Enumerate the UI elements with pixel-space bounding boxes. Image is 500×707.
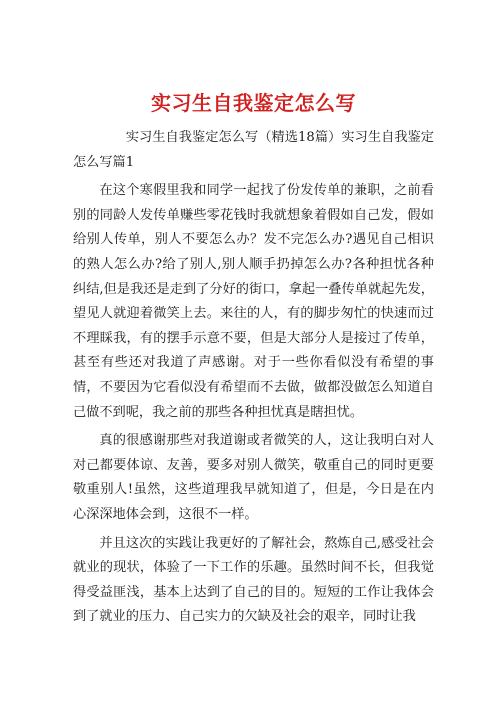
document-subtitle: 实习生自我鉴定怎么写（精选18篇）实习生自我鉴定怎么写篇1 [73,130,434,170]
paragraph-3: 并且这次的实践让我更好的了解社会，熬炼自己,感受社会就业的现状，体验了一下工作的乐趣。虽然时间不长，但我觉得受益匪浅，基本上达到了自己的目的。短短的工作让我体会到了就业的压力、自己实力的欠缺及社会的艰辛，同时让我 [73,535,434,625]
document-title: 实习生自我鉴定怎么写 [151,91,356,115]
paragraph-2: 真的很感谢那些对我道谢或者微笑的人，这让我明白对人对己都要体谅、友善，要多对别人微笑，敬重自己的同时更要敬重别人!虽然，这些道理我早就知道了，但是，今日是在内心深深地体会到，这很不一样。 [73,433,434,522]
paragraph-1: 在这个寒假里我和同学一起找了份发传单的兼职，之前看别的同龄人发传单赚些零花钱时我就想象着假如自己发，假如给别人传单，别人不要怎么办？发不完怎么办?遇见自己相识的熟人怎么办?给了别人,别人顺手扔掉怎么办?各种担忧各种纠结,但是我还是走到了分好的街口，拿起一叠传单就起先发，望见人就迎着微笑上去。来往的人，有的脚步匆忙的快速而过不理睬我，有的摆手示意不要，但是大部分人是接过了传单，甚至有些还对我道了声感谢。对于一些你看似没有希望的事情，不要因为它看似没有希望而不去做，做都没做怎么知道自己做不到呢，我之前的那些各种担忧真是瞎担忧。 [73,183,434,420]
